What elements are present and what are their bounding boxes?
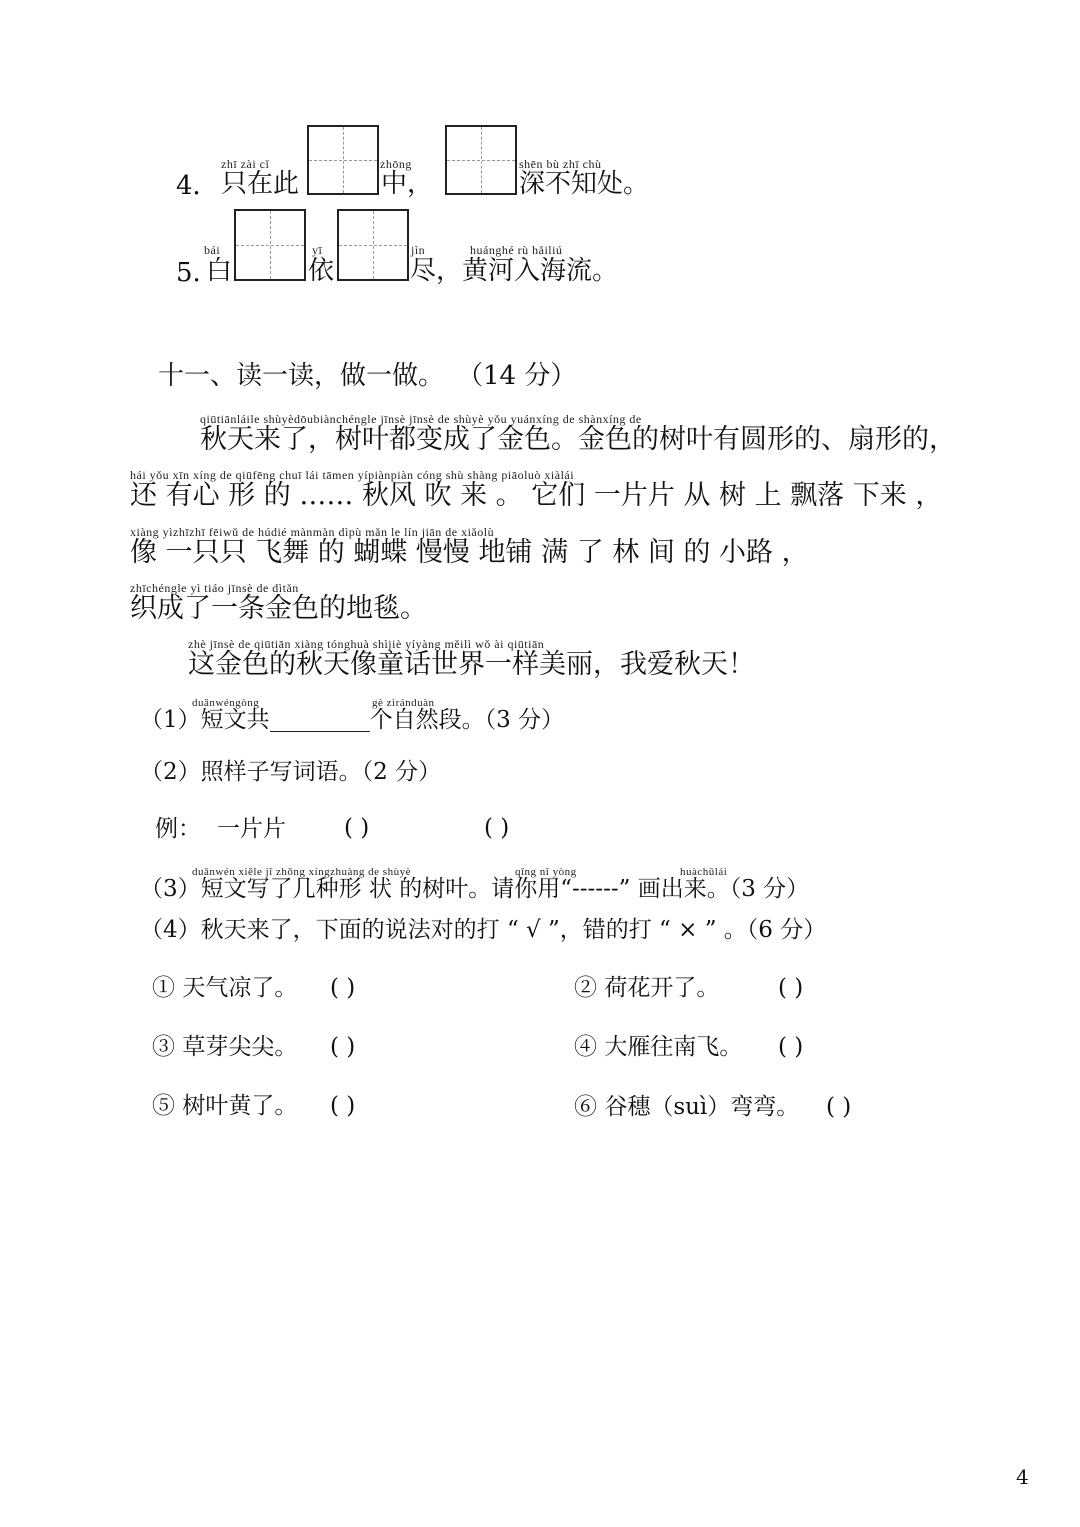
passage-line: 织成了一条金色的地毯。 [130, 593, 427, 624]
answer-paren[interactable]: ( ) [778, 1034, 804, 1060]
pinyin: zhī zài cǐ [221, 157, 270, 171]
pinyin: shēn bù zhī chù [519, 157, 602, 171]
pinyin: gè zìránduàn [372, 697, 435, 709]
pinyin: zhōng [380, 157, 412, 171]
page-number: 4 [1016, 1465, 1029, 1489]
passage-line: 秋天来了，树叶都变成了金色。金色的树叶有圆形的、扇形的， [200, 424, 956, 455]
answer-box[interactable] [234, 209, 306, 281]
answer-paren[interactable]: ( ) [344, 815, 370, 841]
example-label: 例： [155, 816, 201, 842]
option-item: ③ 草芽尖尖。 [152, 1034, 298, 1060]
answer-paren[interactable]: ( ) [330, 1034, 356, 1060]
question-1: （1）短文共 个自然段。（3 分） [140, 707, 565, 733]
poem-text: 中， [381, 169, 434, 199]
poem-text: 白 [206, 256, 233, 286]
pinyin: huánghé rù hǎiliú [470, 243, 563, 257]
pinyin: duǎnwéngòng [192, 697, 260, 709]
answer-box[interactable] [445, 125, 517, 195]
section-title: 十一、读一读，做一做。 （14 分） [158, 361, 577, 391]
pinyin: bái [204, 243, 221, 257]
item-number: 4． [176, 171, 219, 201]
pinyin: xiàng yìzhīzhī fēiwǔ de húdié mànmàn dìpù mǎn le lín jiān de xiǎolù [130, 525, 495, 539]
poem-text: 只在此 [221, 169, 300, 199]
answer-paren[interactable]: ( ) [330, 975, 356, 1001]
poem-text: 尽，黄河入海流。 [410, 256, 619, 286]
example-word: 一片片 [217, 816, 286, 842]
pinyin: qiūtiānláile shùyèdōubiànchéngle jīnsè jīnsè de shùyè yǒu yuánxíng de shànxíng de [200, 412, 642, 426]
pinyin: duǎnwén xiěle jǐ zhǒng xíngzhuàng de shùyè [192, 866, 411, 878]
pinyin: huàchūlái [680, 866, 728, 878]
question-4: （4）秋天来了，下面的说法对的打 “ √ ”，错的打 “ × ” 。（6 分） [140, 917, 827, 943]
answer-box[interactable] [307, 125, 379, 195]
answer-box[interactable] [337, 209, 409, 281]
question-3: （3）短文写了几种形 状 的树叶。请你用“------” 画出来。（3 分） [140, 876, 810, 902]
passage-line: 像 一只只 飞舞 的 蝴蝶 慢慢 地铺 满 了 林 间 的 小路 ， [130, 537, 809, 568]
pinyin: qǐng nǐ yòng [515, 866, 577, 878]
option-item: ② 荷花开了。 [574, 975, 720, 1001]
option-item: ④ 大雁往南飞。 [574, 1034, 743, 1060]
answer-paren[interactable]: ( ) [330, 1093, 356, 1119]
item-number: 5. [176, 258, 201, 288]
poem-text: 依 [308, 256, 335, 286]
answer-paren[interactable]: ( ) [826, 1094, 852, 1120]
pinyin: hái yǒu xīn xíng de qiūfēng chuī lái tāmen yípiànpiàn cóng shù shàng piāoluò xiàlái [130, 468, 575, 482]
option-item: ⑥ 谷穗（suì）弯弯。 [574, 1094, 800, 1120]
pinyin: yī [312, 243, 323, 257]
pinyin: zhīchéngle yì tiáo jīnsè de dìtǎn [130, 581, 299, 595]
question-2: （2）照样子写词语。（2 分） [140, 759, 442, 785]
pinyin: zhè jīnsè de qiūtiān xiàng tónghuà shìjiè yíyàng měilì wǒ ài qiūtiān [188, 637, 545, 651]
passage-line: 还 有心 形 的 …… 秋风 吹 来 。 它们 一片片 从 树 上 飘落 下来 ， [130, 480, 943, 511]
pinyin: jìn [411, 243, 426, 257]
answer-blank[interactable] [270, 709, 370, 732]
option-item: ① 天气凉了。 [152, 975, 298, 1001]
passage-line: 这金色的秋天像童话世界一样美丽，我爱秋天！ [188, 649, 755, 680]
answer-paren[interactable]: ( ) [778, 975, 804, 1001]
option-item: ⑤ 树叶黄了。 [152, 1093, 298, 1119]
poem-text: 深不知处。 [519, 169, 650, 199]
answer-paren[interactable]: ( ) [484, 815, 510, 841]
